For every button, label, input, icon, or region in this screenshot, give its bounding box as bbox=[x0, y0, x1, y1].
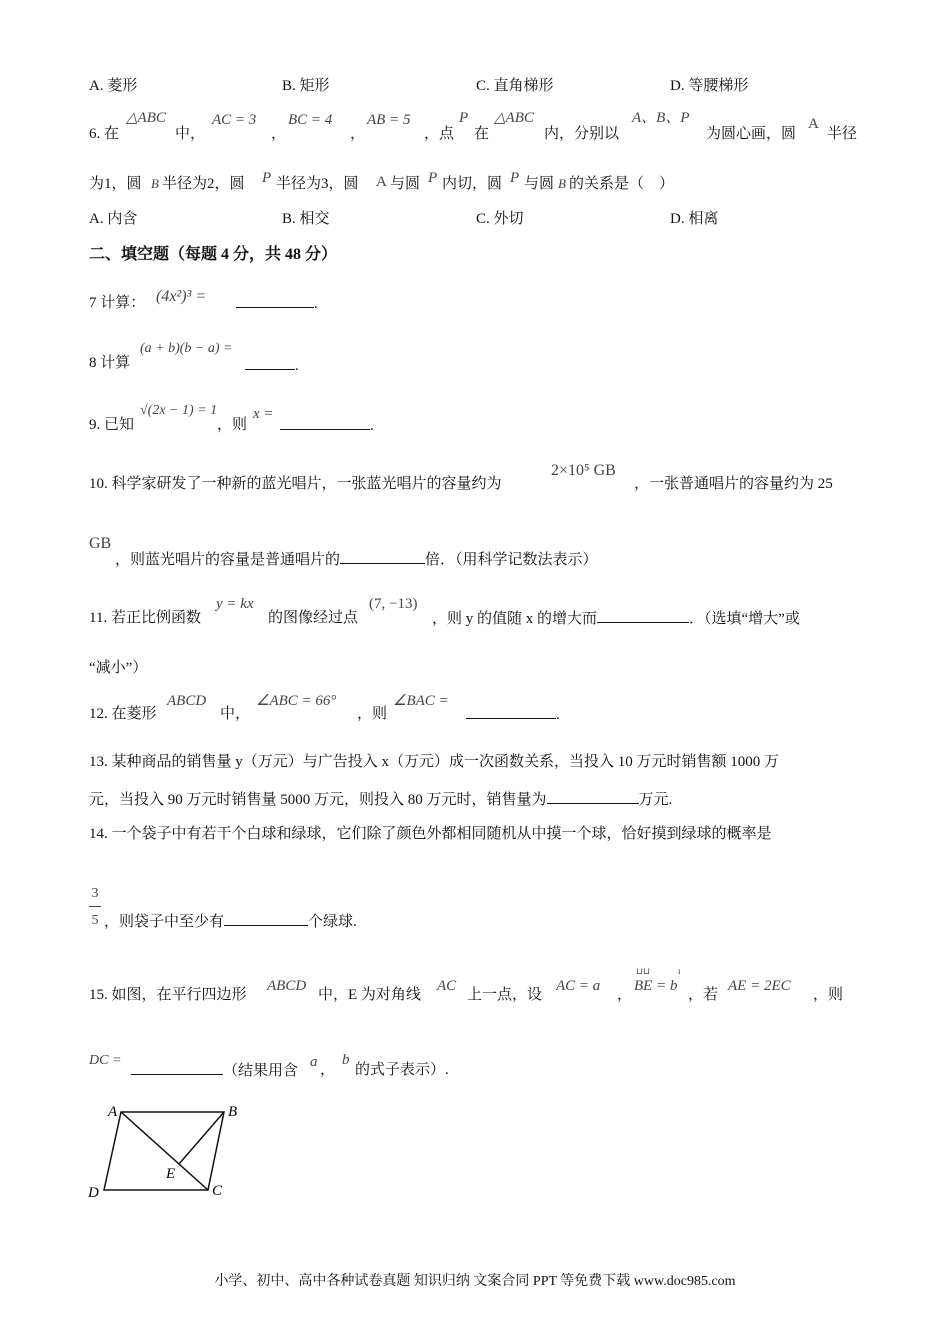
diagonal-ac bbox=[121, 1112, 208, 1190]
q6-a: A bbox=[376, 174, 387, 190]
q6-text: ，点 bbox=[424, 126, 455, 142]
answer-blank[interactable] bbox=[224, 911, 308, 926]
vector-arrow-icon: ı bbox=[678, 966, 681, 976]
answer-blank[interactable] bbox=[280, 415, 370, 430]
q6-bc: BC = 4 bbox=[288, 112, 333, 128]
q6-triangle: △ABC bbox=[494, 110, 534, 126]
q12-abcd: ABCD bbox=[167, 693, 207, 709]
q15-eq2: BE = b bbox=[634, 978, 678, 994]
q15-b: b bbox=[342, 1052, 350, 1068]
q6-line2: 内切，圆 bbox=[442, 176, 503, 192]
q14-denominator: 5 bbox=[91, 913, 99, 928]
q8-answer: . bbox=[245, 355, 299, 376]
q8-label: 8 计算 bbox=[89, 355, 131, 371]
vertex-label-d: D bbox=[88, 1185, 99, 1201]
q6-a: A bbox=[808, 116, 819, 132]
q12-text: 12. 在菱形 bbox=[89, 706, 157, 722]
q11-text: 11. 若正比例函数 bbox=[89, 610, 201, 626]
q6-option-b: B. 相交 bbox=[282, 211, 330, 227]
q15-text: 15. 如图，在平行四边形 bbox=[89, 987, 247, 1003]
q11-text: “减小”） bbox=[89, 660, 148, 676]
q6-option-d: D. 相离 bbox=[670, 211, 719, 227]
q6-number: 6. 在 bbox=[89, 126, 120, 142]
q10-text: ，一张普通唱片的容量约为 25 bbox=[634, 476, 833, 492]
q15-comma: ， bbox=[320, 1062, 336, 1078]
q9-x: x = bbox=[253, 406, 274, 422]
q6-line2: 半径为2，圆 bbox=[162, 176, 245, 192]
q6-option-c: C. 外切 bbox=[476, 211, 524, 227]
q6-line2: 与圆 bbox=[390, 176, 421, 192]
q6-b: B bbox=[558, 176, 566, 191]
q10-text: ，则蓝光唱片的容量是普通唱片的 倍．（用科学记数法表示） bbox=[115, 549, 598, 570]
q8-expression: (a + b)(b − a) = bbox=[140, 341, 233, 356]
q10-gb: GB bbox=[89, 535, 112, 552]
answer-blank[interactable] bbox=[236, 293, 314, 308]
point-label-e: E bbox=[166, 1166, 176, 1182]
q6-line2: 的关系是（ ） bbox=[569, 176, 675, 192]
q6-p: P bbox=[510, 170, 520, 186]
q14-line2: ，则袋子中至少有 个绿球. bbox=[104, 911, 357, 932]
q11-text: 的图像经过点 bbox=[268, 610, 359, 626]
q12-angle: ∠ABC = 66° bbox=[256, 693, 337, 709]
q15-text: ，若 bbox=[688, 987, 719, 1003]
q6-abp: A、B、P bbox=[632, 110, 690, 126]
q5-option-c: C. 直角梯形 bbox=[476, 78, 554, 94]
q15-comma: ， bbox=[617, 987, 633, 1003]
q5-option-b: B. 矩形 bbox=[282, 78, 330, 94]
answer-blank[interactable] bbox=[597, 608, 689, 623]
q12-text: ，则 bbox=[357, 706, 388, 722]
q12-text: 中， bbox=[220, 706, 251, 722]
segment-be bbox=[179, 1112, 224, 1164]
q6-text: 内，分别以 bbox=[544, 126, 620, 142]
q13-line1: 13. 某种商品的销售量 y（万元）与广告投入 x（万元）成一次函数关系，当投入 10 万元时销售额 1000 万 bbox=[89, 754, 780, 770]
q15-text: ，则 bbox=[813, 987, 844, 1003]
q6-p: P bbox=[262, 170, 272, 186]
q7-answer: . bbox=[236, 293, 318, 314]
q5-option-d: D. 等腰梯形 bbox=[670, 78, 749, 94]
q14-numerator: 3 bbox=[91, 886, 99, 901]
q11-text: ，则 y 的值随 x 的增大而 ．（选填“增大”或 bbox=[432, 608, 800, 629]
q15-text: 的式子表示）. bbox=[355, 1062, 449, 1078]
q6-p: P bbox=[428, 170, 438, 186]
q11-point: (7, −13) bbox=[369, 596, 418, 612]
q9-label: 9. 已知 bbox=[89, 417, 135, 433]
answer-blank[interactable] bbox=[466, 704, 556, 719]
q7-label: 7 计算： bbox=[89, 295, 146, 311]
section-heading: 二、填空题（每题 4 分，共 48 分） bbox=[89, 246, 338, 263]
q6-comma: ， bbox=[350, 126, 366, 142]
answer-blank[interactable] bbox=[340, 549, 425, 564]
q6-comma: ， bbox=[271, 126, 287, 142]
q6-line2: 与圆 bbox=[524, 176, 555, 192]
fraction-bar bbox=[89, 906, 101, 907]
q15-text: 中，E 为对角线 bbox=[318, 987, 421, 1003]
q6-triangle: △ABC bbox=[126, 110, 166, 126]
q15-eq1: AC = a bbox=[556, 978, 601, 994]
q12-angle2: ∠BAC = bbox=[393, 693, 449, 709]
q9-answer: . bbox=[280, 415, 374, 436]
q7-expression: (4x²)³ = bbox=[156, 288, 207, 305]
q9-text: ，则 bbox=[217, 417, 248, 433]
answer-blank[interactable] bbox=[131, 1060, 223, 1075]
q15-dc: DC = bbox=[89, 1053, 122, 1068]
parallelogram-figure bbox=[84, 1098, 254, 1204]
q15-ac: AC bbox=[437, 978, 457, 994]
page-footer: 小学、初中、高中各种试卷真题 知识归纳 文案合同 PPT 等免费下载 www.doc985.com bbox=[214, 1274, 736, 1289]
q15-answer: （结果用含 bbox=[131, 1060, 298, 1081]
q6-p: P bbox=[459, 110, 469, 126]
q13-line2: 元，当投入 90 万元时销售量 5000 万元，则投入 80 万元时，销售量为 万元. bbox=[89, 789, 672, 810]
q6-ac: AC = 3 bbox=[212, 112, 257, 128]
q9-expression: √(2x − 1) = 1 bbox=[140, 403, 218, 418]
vertex-label-a: A bbox=[108, 1104, 118, 1120]
q6-line2: 为1，圆 bbox=[89, 176, 142, 192]
q10-expression: 2×10⁵ GB bbox=[551, 462, 616, 479]
answer-blank[interactable] bbox=[245, 355, 295, 370]
answer-blank[interactable] bbox=[547, 789, 639, 804]
q15-eq3: AE = 2EC bbox=[728, 978, 791, 994]
vector-arrow-icon: ⊔⊔ bbox=[636, 966, 651, 976]
q14-line1: 14. 一个袋子中有若干个白球和绿球，它们除了颜色外都相同随机从中摸一个球，恰好摸到绿球的概率是 bbox=[89, 826, 772, 842]
q15-text: 上一点，设 bbox=[467, 987, 543, 1003]
q6-text: 在 bbox=[474, 126, 490, 142]
q6-line2: 半径为3，圆 bbox=[276, 176, 359, 192]
q6-text: 半径 bbox=[827, 126, 858, 142]
q10-text: 10. 科学家研发了一种新的蓝光唱片，一张蓝光唱片的容量约为 bbox=[89, 476, 502, 492]
q6-b: B bbox=[151, 176, 159, 191]
q11-function: y = kx bbox=[216, 596, 254, 612]
q12-answer: . bbox=[466, 704, 560, 725]
q6-text: 中， bbox=[175, 126, 206, 142]
q6-ab: AB = 5 bbox=[367, 112, 411, 128]
vertex-label-b: B bbox=[228, 1104, 238, 1120]
q6-text: 为圆心画，圆 bbox=[706, 126, 797, 142]
q5-option-a: A. 菱形 bbox=[89, 78, 138, 94]
q15-a: a bbox=[310, 1054, 318, 1070]
q15-abcd: ABCD bbox=[267, 978, 307, 994]
q6-option-a: A. 内含 bbox=[89, 211, 138, 227]
vertex-label-c: C bbox=[212, 1183, 223, 1199]
